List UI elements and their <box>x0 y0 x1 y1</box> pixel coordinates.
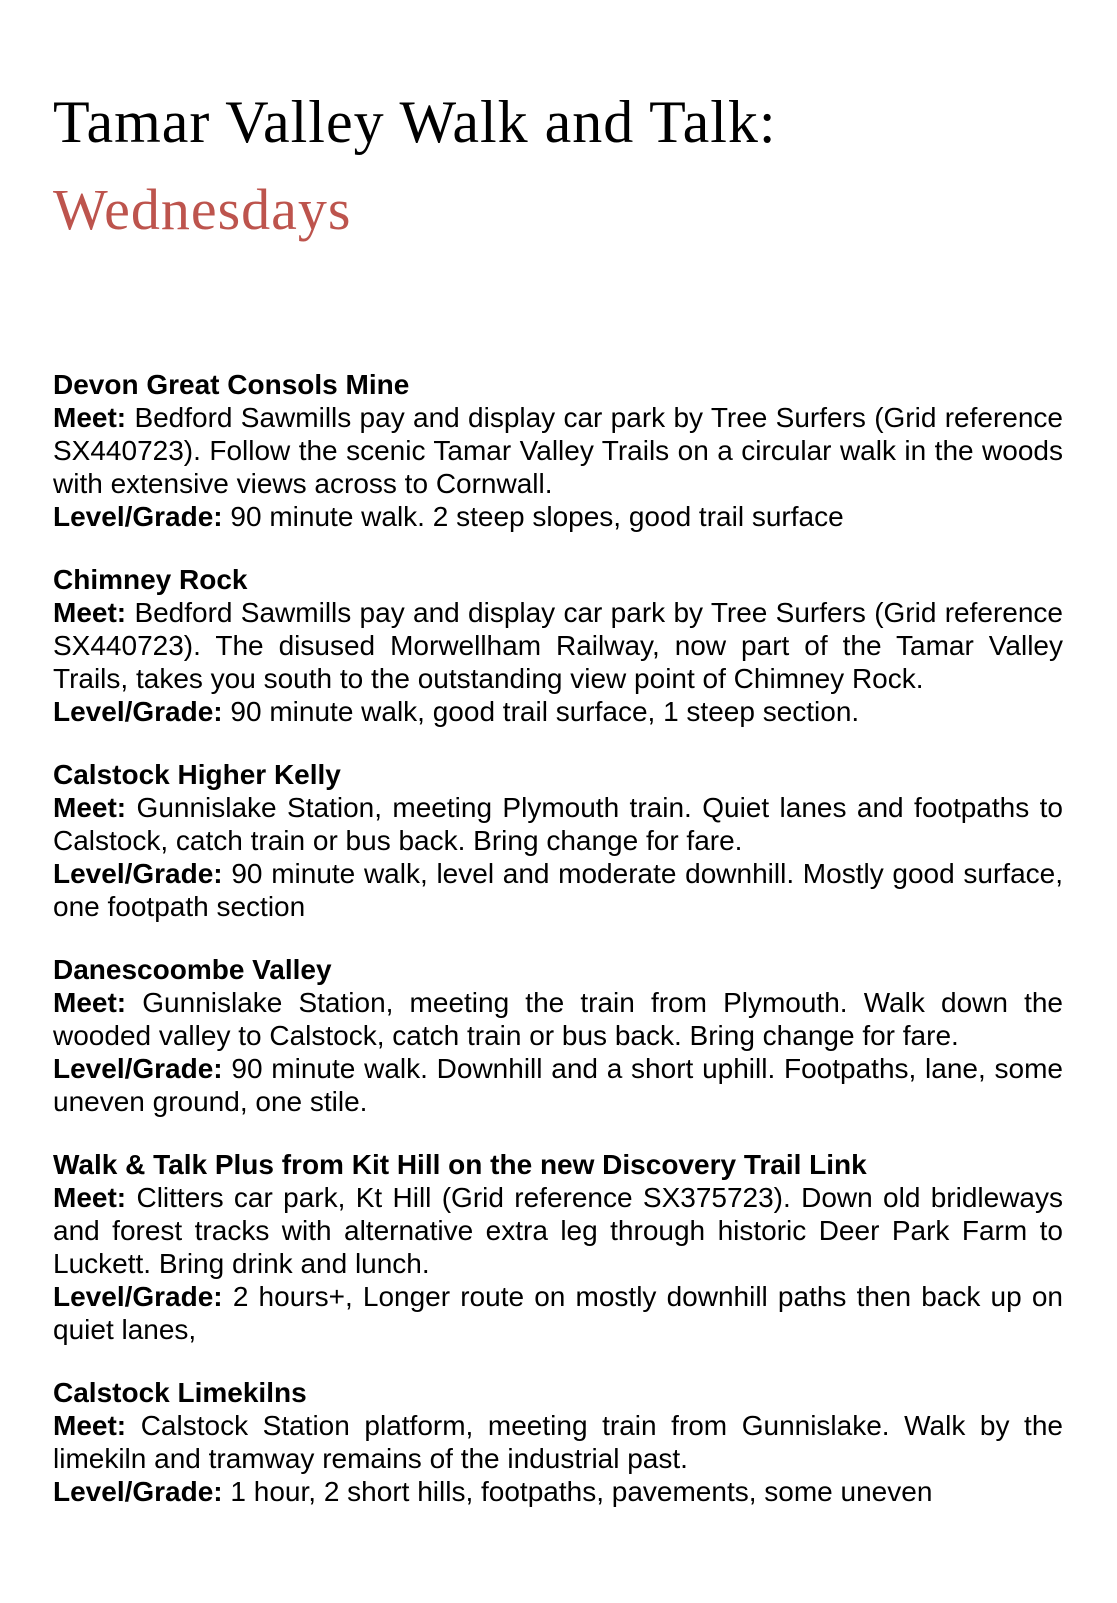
walk-section-calstock-higher-kelly <box>53 758 1063 923</box>
meet-label: Meet: <box>53 792 127 823</box>
meet-paragraph <box>53 791 1063 857</box>
level-label: Level/Grade: <box>53 501 223 532</box>
walk-title: Calstock Limekilns <box>53 1377 307 1408</box>
meet-label: Meet: <box>53 1410 127 1441</box>
walk-title: Walk & Talk Plus from Kit Hill on the new Discovery Trail Link <box>53 1149 867 1180</box>
meet-paragraph <box>53 401 1063 500</box>
meet-text: Gunnislake Station, meeting Plymouth train. Quiet lanes and footpaths to Calstock, catch train or bus back. Bring change for fare. <box>53 792 1063 856</box>
meet-label: Meet: <box>53 987 127 1018</box>
level-paragraph <box>53 695 1063 728</box>
level-text: 1 hour, 2 short hills, footpaths, pavements, some uneven <box>230 1476 933 1507</box>
walk-title: Devon Great Consols Mine <box>53 369 410 400</box>
meet-paragraph <box>53 596 1063 695</box>
level-label: Level/Grade: <box>53 858 223 889</box>
meet-paragraph <box>53 986 1063 1052</box>
meet-text: Clitters car park, Kt Hill (Grid reference SX375723). Down old bridleways and forest tracks with alternative extra leg through historic Deer Park Farm to Luckett. Bring drink and lunch. <box>53 1182 1063 1279</box>
level-paragraph <box>53 1475 1063 1508</box>
level-text: 90 minute walk, level and moderate downhill. Mostly good surface, one footpath section <box>53 858 1064 922</box>
level-label: Level/Grade: <box>53 1476 223 1507</box>
meet-label: Meet: <box>53 597 127 628</box>
meet-text: Bedford Sawmills pay and display car park by Tree Surfers (Grid reference SX440723). The disused Morwellham Railway, now part of the Tamar Valley Trails, takes you south to the outstanding view point of Chimney Rock. <box>53 597 1064 694</box>
level-paragraph <box>53 1280 1063 1346</box>
level-paragraph <box>53 1052 1063 1118</box>
level-text: 90 minute walk, good trail surface, 1 steep section. <box>230 696 860 727</box>
walk-section-chimney-rock <box>53 563 1063 728</box>
level-label: Level/Grade: <box>53 696 223 727</box>
level-paragraph <box>53 500 1063 533</box>
meet-label: Meet: <box>53 402 127 433</box>
meet-paragraph <box>53 1181 1063 1280</box>
meet-text: Bedford Sawmills pay and display car park by Tree Surfers (Grid reference SX440723). Follow the scenic Tamar Valley Trails on a circular walk in the woods with extensive views across to Cornwall. <box>53 402 1064 499</box>
meet-text: Calstock Station platform, meeting train from Gunnislake. Walk by the limekiln and tramway remains of the industrial past. <box>53 1410 1063 1474</box>
walk-section-walk-and-talk-plus-kit-hill <box>53 1148 1063 1346</box>
level-label: Level/Grade: <box>53 1053 223 1084</box>
meet-label: Meet: <box>53 1182 127 1213</box>
meet-text: Gunnislake Station, meeting the train from Plymouth. Walk down the wooded valley to Calstock, catch train or bus back. Bring change for fare. <box>53 987 1064 1051</box>
walk-section-devon-great-consols-mine <box>53 368 1063 533</box>
walk-section-danescoombe-valley <box>53 953 1063 1118</box>
level-text: 2 hours+, Longer route on mostly downhill paths then back up on quiet lanes, <box>53 1281 1063 1345</box>
level-paragraph <box>53 857 1063 923</box>
walk-title: Danescoombe Valley <box>53 954 332 985</box>
page-title: Tamar Valley Walk and Talk: <box>53 89 777 155</box>
level-label: Level/Grade: <box>53 1281 223 1312</box>
level-text: 90 minute walk. Downhill and a short uphill. Footpaths, lane, some uneven ground, one stile. <box>53 1053 1063 1117</box>
page-subtitle: Wednesdays <box>53 177 352 242</box>
walk-title: Calstock Higher Kelly <box>53 759 341 790</box>
walk-section-calstock-limekilns <box>53 1376 1063 1508</box>
walk-title: Chimney Rock <box>53 564 248 595</box>
meet-paragraph <box>53 1409 1063 1475</box>
level-text: 90 minute walk. 2 steep slopes, good trail surface <box>230 501 844 532</box>
